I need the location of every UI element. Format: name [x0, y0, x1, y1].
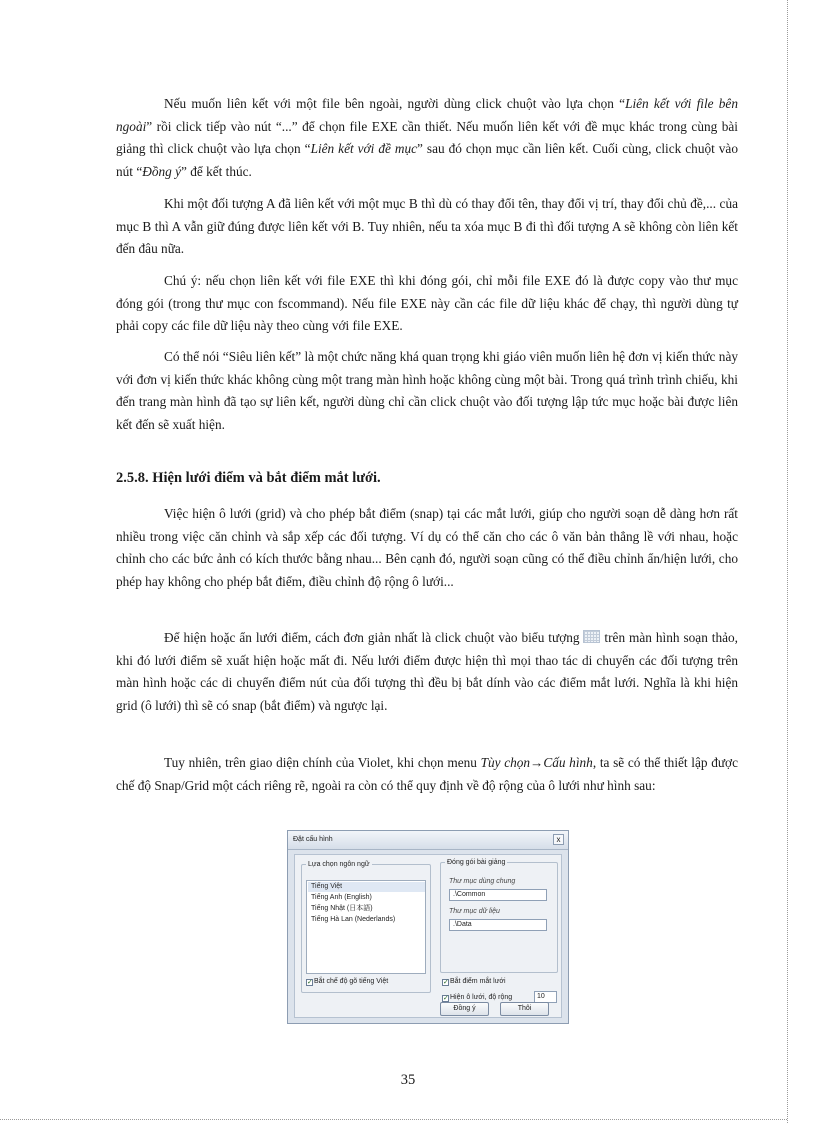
data-folder-label: Thư mục dữ liệu: [449, 908, 500, 915]
common-folder-label: Thư mục dùng chung: [449, 878, 516, 885]
language-list[interactable]: [306, 880, 426, 974]
grid-width-input[interactable]: 10: [534, 991, 557, 1003]
snap-checkbox[interactable]: ✓Bắt điểm mắt lưới: [443, 978, 506, 986]
section-heading: 2.5.8. Hiện lưới điểm và bắt điểm mắt lưới.: [116, 470, 381, 486]
checkbox-checked-icon: ✓: [443, 979, 449, 986]
paragraph-grid-toggle: Để hiện hoặc ẩn lưới điểm, cách đơn giản nhất là click chuột vào biểu tượng trên màn hình soạn thảo, khi đó lưới điểm sẽ xuất hiện hoặc mất đi. Nếu lưới điểm được hiện thì mọi thao tác di chuyển các đối tượng trên màn hình hoặc các di chuyển điểm nút của đối tượng thì đều bị bắt dính vào các điểm mắt lưới. Nghĩa là khi hiện grid (ô lưới) thì sẽ có snap (bắt điểm) và ngược lại.: [116, 630, 739, 713]
paragraph-link-external: Nếu muốn liên kết với một file bên ngoài, người dùng click chuột vào lựa chọn “Liên kết với file bên ngoài” rồi click tiếp vào nút “...” để chọn file EXE cần thiết. Nếu muốn liên kết với đề mục khác trong cùng bài giảng thì click chuột vào lựa chọn “Liên kết với đề mục” sau đó chọn mục cần liên kết. Cuối cùng, click chuột vào nút “Đồng ý” để kết thúc.: [116, 96, 738, 179]
data-folder-input[interactable]: .\Data: [449, 919, 547, 931]
cancel-button[interactable]: Thôi: [500, 1002, 549, 1016]
checkbox-checked-icon: ✓: [443, 995, 449, 1002]
checkbox-checked-icon: ✓: [307, 979, 313, 986]
page-number: 35: [400, 1072, 416, 1088]
language-group-label: Lựa chọn ngôn ngữ: [308, 861, 370, 868]
page-bottom-border: [0, 1119, 787, 1120]
paragraph-grid-intro: Việc hiện ô lưới (grid) và cho phép bắt điểm (snap) tại các mắt lưới, giúp cho người soạn dễ dàng hơn rất nhiều trong việc căn chỉnh và sắp xếp các đối tượng. Ví dụ có thể căn cho các ô văn bản thẳng lề với nhau, hoặc chỉnh cho các bức ảnh có kích thước bằng nhau... Bên cạnh đó, người soạn cũng có thể điều chỉnh ẩn/hiện lưới, cho phép hay không cho phép bắt điểm, điều chỉnh độ rộng ô lưới...: [116, 506, 738, 589]
grid-checkbox[interactable]: ✓Hiện ô lưới, độ rộng: [443, 994, 513, 1002]
paragraph-note-exe: Chú ý: nếu chọn liên kết với file EXE thì khi đóng gói, chỉ mỗi file EXE đó là được copy vào thư mục đóng gói (trong thư mục con fscommand). Nếu file EXE này cần các file dữ liệu khác để chạy, thì người dùng tự phải copy các file dữ liệu này theo cùng với file EXE.: [116, 273, 738, 334]
package-group: [440, 859, 558, 973]
ok-button[interactable]: Đồng ý: [440, 1002, 489, 1016]
package-group-label: Đóng gói bài giảng: [447, 859, 506, 866]
dialog-title-bar: [288, 831, 568, 850]
vietnamese-typing-checkbox[interactable]: ✓Bắt chế độ gõ tiếng Việt: [307, 978, 389, 986]
paragraph-config-menu: Tuy nhiên, trên giao diện chính của Violet, khi chọn menu Tùy chọn→Cấu hình, ta sẽ có thể thiết lập được chế độ Snap/Grid một cách riêng rẽ, ngoài ra còn có thể quy định về độ rộng của ô lưới như hình sau:: [116, 755, 738, 793]
paragraph-hyperlink-importance: Có thể nói “Siêu liên kết” là một chức năng khá quan trọng khi giáo viên muốn liên hệ đơn vị kiến thức này với đơn vị kiến thức khác không cùng một trang màn hình hoặc không cùng một bài. Trong quá trình trình chiếu, khi đến trang màn hình đã tạo sự liên kết, người dùng chỉ cần click chuột vào đối tượng lập tức mục hoặc bài được liên kết đến sẽ xuất hiện.: [116, 349, 738, 432]
dialog-title: Đặt cấu hình: [293, 836, 333, 843]
language-item[interactable]: Tiếng Nhật (日本語): [311, 905, 373, 912]
language-item[interactable]: Tiếng Việt: [308, 882, 425, 892]
grid-icon: [583, 630, 600, 643]
page-right-border: [787, 0, 788, 1123]
config-dialog: [287, 830, 569, 1024]
close-icon[interactable]: x: [553, 834, 564, 845]
language-item[interactable]: Tiếng Anh (English): [311, 894, 372, 901]
common-folder-input[interactable]: .\Common: [449, 889, 547, 901]
dialog-body: [294, 854, 562, 1018]
language-item[interactable]: Tiếng Hà Lan (Nederlands): [311, 916, 396, 923]
paragraph-link-persistence: Khi một đối tượng A đã liên kết với một mục B thì dù có thay đổi tên, thay đổi vị trí, thay đổi chủ đề,... của mục B thì A vẫn giữ đúng được liên kết với B. Tuy nhiên, nếu ta xóa mục B đi thì đối tượng A sẽ không còn liên kết đến đâu nữa.: [116, 196, 738, 257]
language-group: [301, 861, 431, 993]
